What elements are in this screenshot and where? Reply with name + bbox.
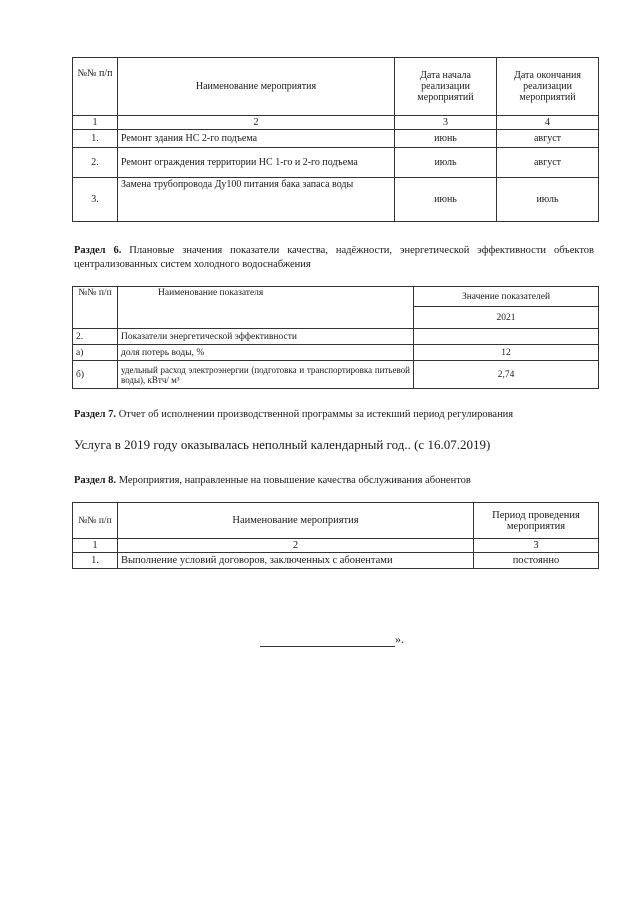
events-table [72, 57, 599, 222]
row-name: доля потерь воды, % [118, 345, 414, 361]
t3-header-name: Наименование мероприятия [118, 503, 474, 539]
signature-line [260, 632, 404, 647]
table-row [73, 130, 599, 148]
row-value: 12 [414, 345, 599, 361]
row-num: 1. [73, 553, 118, 569]
t1-header-end: Дата окончания реализации мероприятий [497, 58, 599, 116]
row-num: 2. [73, 148, 118, 178]
row-num: 2. [73, 329, 118, 345]
t2-header-name: Наименование показателя [118, 287, 414, 329]
t1-header-num: №№ п/п [73, 58, 118, 116]
table-row [73, 148, 599, 178]
signature-end: ». [395, 632, 404, 646]
t1-header-start: Дата начала реализации мероприятий [395, 58, 497, 116]
t3-header-num: №№ п/п [73, 503, 118, 539]
row-end: июль [497, 178, 599, 222]
row-name: Замена трубопровода Ду100 питания бака запаса воды [118, 178, 395, 222]
row-name: удельный расход электроэнергии (подготовка и транспортировка питьевой воды), кВтч/ м³ [118, 361, 414, 389]
row-start: июнь [395, 178, 497, 222]
table-row [73, 553, 599, 569]
row-name: Показатели энергетической эффективности [118, 329, 414, 345]
row-num: а) [73, 345, 118, 361]
customer-service-table [72, 502, 599, 569]
section-6-text: Плановые значения показатели качества, надёжности, энергетической эффективности объектов централизованных систем холодного водоснабжения [74, 245, 595, 270]
t2-header-num: №№ п/п [73, 287, 118, 329]
row-end: август [497, 148, 599, 178]
signature-blank [260, 634, 395, 647]
row-name: Выполнение условий договоров, заключенных с абонентами [118, 553, 474, 569]
t2-year: 2021 [414, 307, 599, 329]
t1-num-col3: 3 [395, 116, 497, 130]
row-value: 2,74 [414, 361, 599, 389]
section-8-label: Раздел 8. [74, 475, 117, 486]
row-start: июль [395, 148, 497, 178]
t1-header-name: Наименование мероприятия [118, 58, 395, 116]
section-7-heading [74, 408, 594, 422]
section-6-label: Раздел 6. [74, 245, 122, 256]
t1-num-col2: 2 [118, 116, 395, 130]
t2-header-value: Значение показателей [414, 287, 599, 307]
service-note: Услуга в 2019 году оказывалась неполный календарный год.. (с 16.07.2019) [74, 437, 491, 452]
row-name: Ремонт ограждения территории НС 1-го и 2-го подъема [118, 148, 395, 178]
row-name: Ремонт здания НС 2-го подъема [118, 130, 395, 148]
t1-num-col1: 1 [73, 116, 118, 130]
section-8-text: Мероприятия, направленные на повышение качества обслуживания абонентов [118, 475, 471, 486]
t3-num-col2: 2 [118, 539, 474, 553]
table-row [73, 329, 599, 345]
table-row [73, 345, 599, 361]
row-value [414, 329, 599, 345]
row-num: 1. [73, 130, 118, 148]
t1-num-col4: 4 [497, 116, 599, 130]
section-6-heading [74, 244, 594, 271]
row-num: б) [73, 361, 118, 389]
section-7-text: Отчет об исполнении производственной программы за истекший период регулирования [118, 409, 514, 420]
t3-header-period: Период проведения мероприятия [474, 503, 599, 539]
row-num: 3. [73, 178, 118, 222]
row-period: постоянно [474, 553, 599, 569]
table-row [73, 361, 599, 389]
t3-num-col1: 1 [73, 539, 118, 553]
table-row [73, 178, 599, 222]
section-8-heading [74, 474, 594, 488]
section-7-label: Раздел 7. [74, 409, 117, 420]
indicators-table [72, 286, 599, 389]
row-start: июнь [395, 130, 497, 148]
t3-num-col3: 3 [474, 539, 599, 553]
row-end: август [497, 130, 599, 148]
